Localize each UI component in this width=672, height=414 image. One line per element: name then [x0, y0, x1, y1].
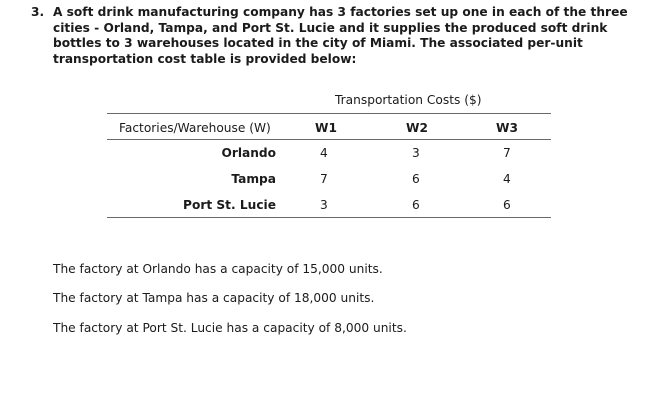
question-text: A soft drink manufacturing company has 3 factories set up one in each of the three cities - Orland, Tampa, and Port St. Lucie and it supplies the produced soft drink bottles to 3 warehouses located in the city of Miami. The associated per-unit transportation cost table is provided below: — [53, 5, 628, 66]
table-bottom-rule — [107, 217, 551, 218]
cell-tampa-w2: 6 — [412, 172, 420, 186]
note-tampa-capacity: The factory at Tampa has a capacity of 18,000 units. — [53, 291, 375, 305]
question-number: 3. — [31, 5, 45, 19]
cell-port-st-lucie-w1: 3 — [320, 198, 328, 212]
header-w1: W1 — [315, 121, 337, 135]
header-w3: W3 — [496, 121, 518, 135]
table-caption: Transportation Costs ($) — [335, 93, 482, 107]
question-block — [31, 5, 631, 67]
row-factory-orlando: Orlando — [221, 146, 276, 160]
cell-orlando-w3: 7 — [503, 146, 511, 160]
cell-orlando-w2: 3 — [412, 146, 420, 160]
cell-tampa-w1: 7 — [320, 172, 328, 186]
row-factory-tampa: Tampa — [231, 172, 276, 186]
cell-tampa-w3: 4 — [503, 172, 511, 186]
table-header-rule — [107, 139, 551, 140]
table-top-rule — [107, 113, 551, 114]
note-orlando-capacity: The factory at Orlando has a capacity of 15,000 units. — [53, 262, 383, 276]
header-row-label: Factories/Warehouse (W) — [119, 121, 271, 135]
cell-orlando-w1: 4 — [320, 146, 328, 160]
header-w2: W2 — [406, 121, 428, 135]
cell-port-st-lucie-w3: 6 — [503, 198, 511, 212]
row-factory-port-st-lucie: Port St. Lucie — [183, 198, 276, 212]
note-port-st-lucie-capacity: The factory at Port St. Lucie has a capacity of 8,000 units. — [53, 321, 407, 335]
cell-port-st-lucie-w2: 6 — [412, 198, 420, 212]
